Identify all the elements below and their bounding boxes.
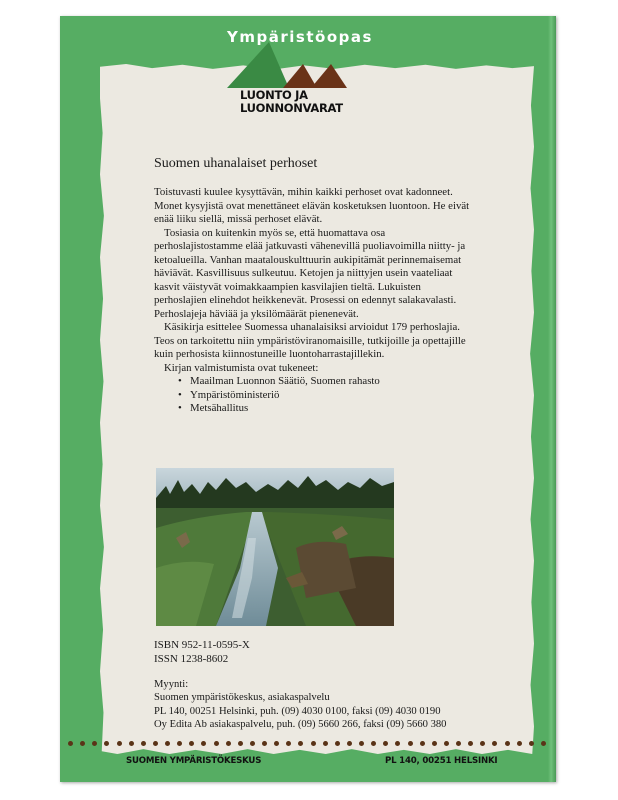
dot: [68, 741, 73, 746]
dot-divider: [68, 741, 546, 749]
dot: [250, 741, 255, 746]
dot: [517, 741, 522, 746]
description-text: [154, 186, 474, 416]
dot: [541, 741, 546, 746]
dot: [383, 741, 388, 746]
mountains-logo-icon: [227, 42, 349, 88]
dot: [456, 741, 461, 746]
footer-publisher: SUOMEN YMPÄRISTÖKESKUS: [126, 756, 262, 766]
dot: [492, 741, 497, 746]
paragraph: Käsikirja esittelee Suomessa uhanalaisiksi arvioidut 179 perhoslajia. Teos on tarkoitettu niin ympäristöviranomaisille, tutkijoille ja opettajille kuin perhosista kiinnostuneille luontoharrastajillekin.: [154, 321, 466, 360]
dot: [408, 741, 413, 746]
dot: [141, 741, 146, 746]
dot: [311, 741, 316, 746]
dot: [129, 741, 134, 746]
dot: [286, 741, 291, 746]
isbn-block: [154, 638, 250, 666]
dot: [420, 741, 425, 746]
dot: [298, 741, 303, 746]
dot: [347, 741, 352, 746]
dot: [153, 741, 158, 746]
dot: [80, 741, 85, 746]
paragraph: Toistuvasti kuulee kysyttävän, mihin kaikki perhoset ovat kadonneet. Monet kysyjistä ovat menettäneet elävän kosketuksen luontoon. He eivät enää liiku siellä, missä perhoset elävät.: [154, 186, 470, 225]
paragraph: Kirjan valmistumista ovat tukeneet:: [164, 361, 319, 374]
dot: [104, 741, 109, 746]
sponsor-list: [154, 375, 474, 416]
sales-line: Oy Edita Ab asiakaspalvelu, puh. (09) 5660 266, faksi (09) 5660 380: [154, 719, 447, 731]
sales-line: PL 140, 00251 Helsinki, puh. (09) 4030 0100, faksi (09) 4030 0190: [154, 705, 441, 717]
dot: [529, 741, 534, 746]
dot: [505, 741, 510, 746]
dot: [238, 741, 243, 746]
sales-line: Suomen ympäristökeskus, asiakaspalvelu: [154, 692, 330, 704]
photo-illustration: [156, 468, 394, 626]
dot: [177, 741, 182, 746]
footer-address: PL 140, 00251 HELSINKI: [385, 756, 498, 766]
dot: [92, 741, 97, 746]
dot: [468, 741, 473, 746]
green-mountain-icon: [227, 42, 289, 88]
dot: [226, 741, 231, 746]
brown-mountain-icon: [283, 64, 317, 88]
dot: [323, 741, 328, 746]
issn-number: ISSN 1238-8602: [154, 653, 229, 665]
sponsor-item: • Maailman Luonnon Säätiö, Suomen rahasto: [190, 375, 474, 389]
isbn-number: ISBN 952-11-0595-X: [154, 639, 250, 651]
book-back-cover: [60, 16, 556, 782]
book-title: Suomen uhanalaiset perhoset: [154, 156, 318, 171]
sponsor-item: • Ympäristöministeriö: [190, 389, 474, 403]
dot: [117, 741, 122, 746]
dot: [444, 741, 449, 746]
dot: [480, 741, 485, 746]
dot: [335, 741, 340, 746]
dot: [165, 741, 170, 746]
dot: [262, 741, 267, 746]
dot: [189, 741, 194, 746]
spine-edge: [548, 16, 556, 782]
series-title: Ympäristöopas: [227, 28, 373, 46]
dot: [201, 741, 206, 746]
brown-mountain-icon: [311, 64, 347, 88]
dot: [371, 741, 376, 746]
dot: [395, 741, 400, 746]
dot: [274, 741, 279, 746]
logo-line-2: LUONNONVARAT: [240, 101, 343, 115]
drainage-ditch-photo: [156, 468, 394, 626]
logo-line-1: LUONTO JA: [240, 88, 308, 102]
dot: [432, 741, 437, 746]
dot: [359, 741, 364, 746]
dot: [214, 741, 219, 746]
sales-info: [154, 678, 446, 732]
sponsor-item: • Metsähallitus: [190, 402, 474, 416]
logo-wordmark: [240, 89, 350, 115]
paragraph: Tosiasia on kuitenkin myös se, että huomattava osa perhoslajistostamme elää jatkuvasti vähenevillä puoliavoimilla niitty- ja ketoalueilla. Vanhan maatalouskulttuurin aukipitämät perinnemaisemat häviävät. Kasvillisuus sulkeutuu. Ketojen ja niittyjen usein vaateliaat kasvit väistyvät voimakkaampien kasvilajien tieltä. Lukuisten perhoslajien elinehdot heikkenevät. Prosessi on edennyt salakavalasti. Perhoslajeja häviää ja yksilömäärät pienenevät.: [154, 226, 466, 320]
sales-heading: Myynti:: [154, 679, 189, 690]
